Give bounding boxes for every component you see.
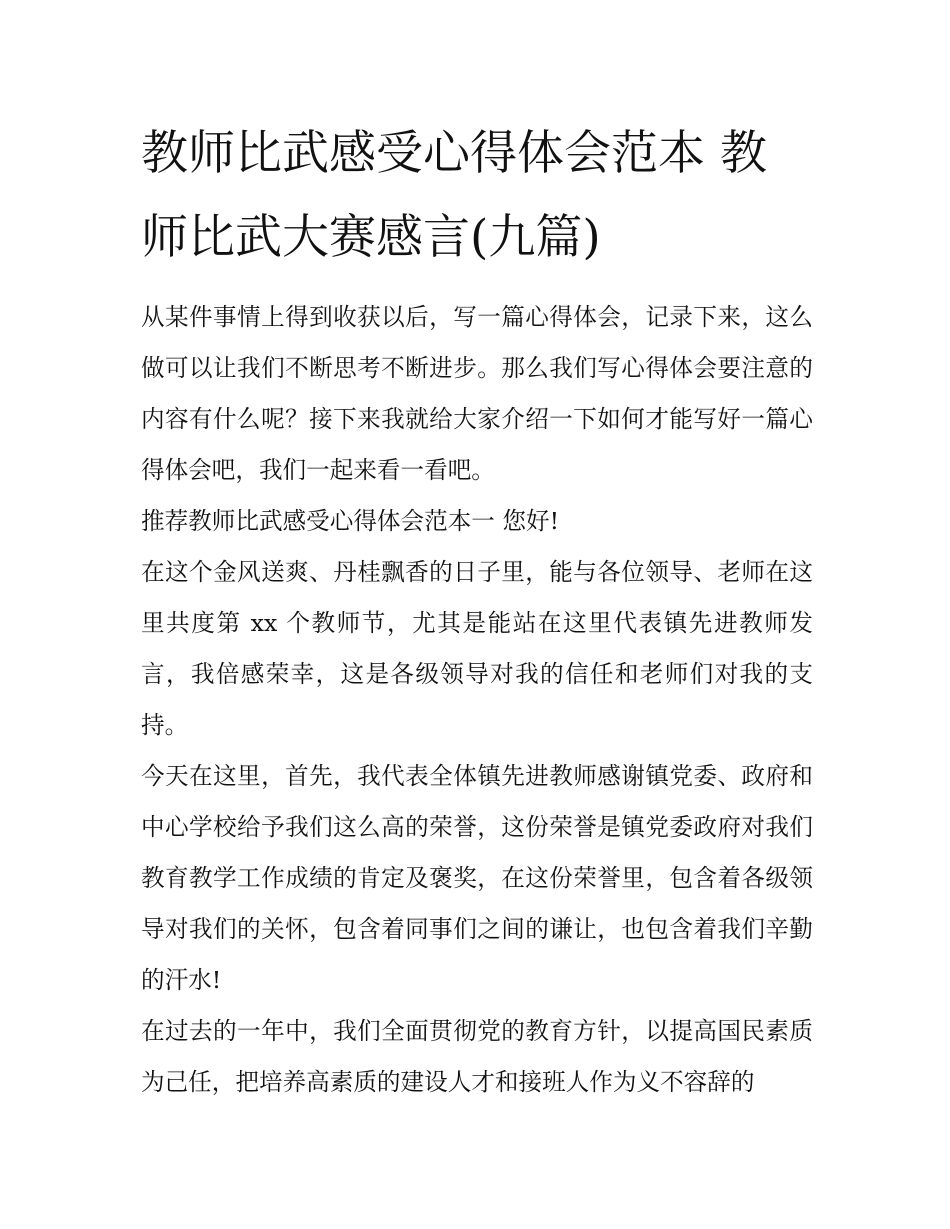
document-page — [141, 112, 813, 1108]
document-title: 教师比武感受心得体会范本 教师比武大赛感言(九篇) — [141, 126, 767, 265]
paragraph-thanks: 今天在这里，首先，我代表全体镇先进教师感谢镇党委、政府和中心学校给予我们这么高的荣誉，这份荣誉是镇党委政府对我们教育教学工作成绩的肯定及褒奖，在这份荣誉里，包含着各级领导对我们的关怀，包含着同事们之间的谦让，也包含着我们辛勤的汗水! — [141, 762, 813, 994]
paragraph-teachers-day: 在这个金风送爽、丹桂飘香的日子里，能与各位领导、老师在这里共度第 xx 个教师节，尤其是能站在这里代表镇先进教师发言，我倍感荣幸，这是各级领导对我的信任和老师们对我的支持。 — [141, 558, 813, 739]
paragraph-section-heading: 推荐教师比武感受心得体会范本一 您好! — [141, 507, 560, 535]
paragraph-past-year: 在过去的一年中，我们全面贯彻党的教育方针，以提高国民素质为己任，把培养高素质的建设人才和接班人作为义不容辞的 — [141, 1017, 813, 1096]
paragraph-intro: 从某件事情上得到收获以后，写一篇心得体会，记录下来，这么做可以让我们不断思考不断进步。那么我们写心得体会要注意的内容有什么呢？接下来我就给大家介绍一下如何才能写好一篇心得体会吧，我们一起来看一看吧。 — [141, 303, 813, 484]
